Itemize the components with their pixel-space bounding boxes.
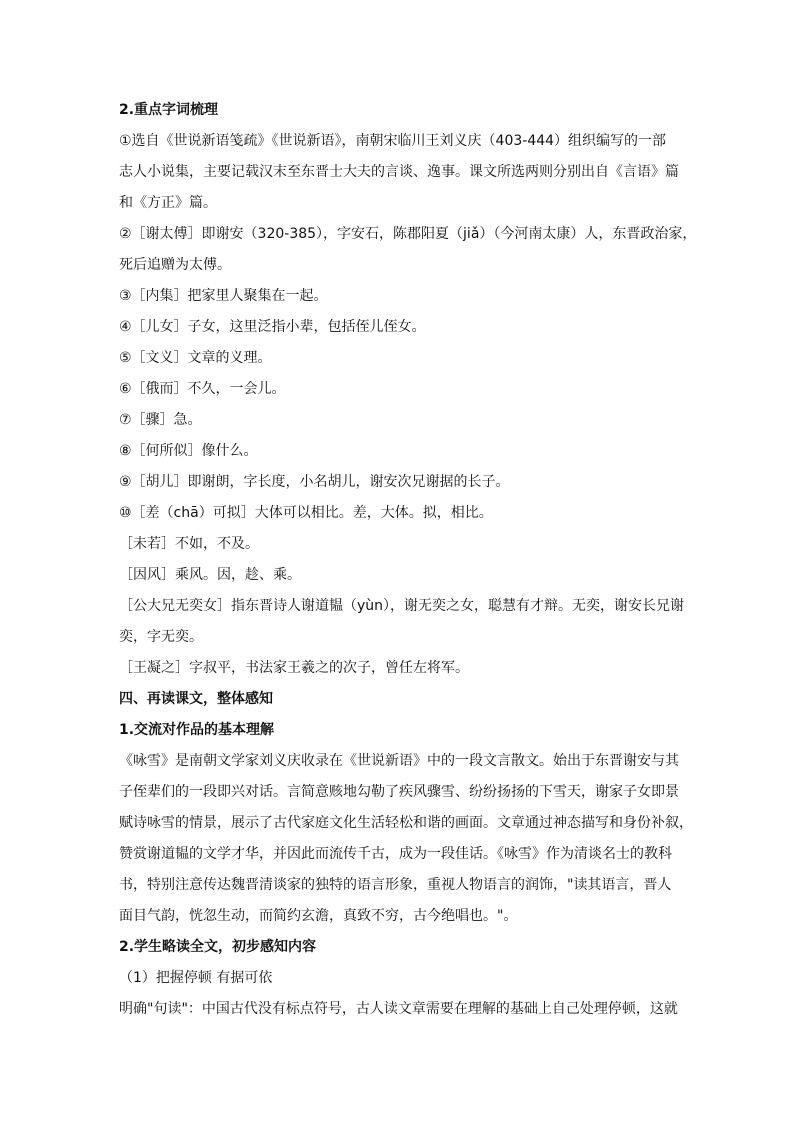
note-line: 死后追赠为太傅。 (119, 257, 231, 273)
note-line: ⑩［差（chā）可拟］大体可以相比。差，大体。拟，相比。 (119, 505, 493, 521)
note-line: ③［内集］把家里人聚集在一起。 (119, 288, 328, 304)
subsection-heading: 2.学生略读全文，初步感知内容 (119, 939, 317, 955)
note-line: ⑥［俄而］不久，一会儿。 (119, 381, 286, 397)
note-line: 和《方正》篇。 (119, 195, 217, 211)
note-line: ⑨［胡儿］即谢朗，字长度，小名胡儿，谢安次兄谢据的长子。 (119, 474, 510, 490)
note-line: ［因风］乘风。因，趁、乘。 (119, 567, 301, 583)
note-line: ［王凝之］字叔平，书法家王羲之的次子，曾任左将军。 (119, 660, 469, 676)
note-line: ⑧［何所似］像什么。 (119, 443, 258, 459)
body-text-line: 面目气韵，恍忽生动，而简约玄澹，真致不穷，古今绝唱也。"。 (119, 908, 518, 924)
body-text-line: 赋诗咏雪的情景，展示了古代家庭文化生活轻松和谐的画面。文章通过神态描写和身份补叙， (119, 815, 693, 831)
part-heading: 四、再读课文，整体感知 (119, 691, 273, 707)
note-line: ⑤［文义］文章的义理。 (119, 350, 272, 366)
note-line: 奕，字无奕。 (119, 629, 203, 645)
note-line: ②［谢太傅］即谢安（320-385），字安石，陈郡阳夏（jiǎ）（今河南太康）人，东晋政治家， (119, 226, 697, 242)
note-line: ［未若］不如，不及。 (119, 536, 259, 552)
note-line: ④［儿女］子女，这里泛指小辈，包括侄儿侄女。 (119, 319, 426, 335)
body-text-line: 子侄辈们的一段即兴对话。言简意赅地勾勒了疾风骤雪、纷纷扬扬的下雪天，谢家子女即景 (119, 784, 679, 800)
section-heading: 2.重点字词梳理 (119, 102, 219, 118)
body-text-line: 《咏雪》是南朝文学家刘义庆收录在《世说新语》中的一段文言散文。始出于东晋谢安与其 (119, 753, 679, 769)
note-line: ①选自《世说新语笺疏》《世说新语》，南朝宋临川王刘义庆（403-444）组织编写的一部 (119, 133, 667, 149)
note-line: 志人小说集，主要记载汉末至东晋士大夫的言谈、逸事。课文所选两则分别出自《言语》篇 (119, 164, 679, 180)
body-text-line: 明确"句读"：中国古代没有标点符号，古人读文章需要在理解的基础上自己处理停顿，这就 (119, 1001, 678, 1017)
document-page (119, 95, 697, 1025)
body-text-line: 书，特别注意传达魏晋清谈家的独特的语言形象，重视人物语言的润饰，"读其语言，晋人 (119, 877, 672, 893)
list-item: （1）把握停顿 有据可依 (119, 970, 273, 986)
body-text-line: 赞赏谢道韫的文学才华，并因此而流传千古，成为一段佳话。《咏雪》作为清谈名士的教科 (119, 846, 672, 862)
note-line: ［公大兄无奕女］指东晋诗人谢道韫（yùn），谢无奕之女，聪慧有才辩。无奕，谢安长兄谢 (119, 598, 685, 614)
subsection-heading: 1.交流对作品的基本理解 (119, 722, 275, 738)
note-line: ⑦［骤］急。 (119, 412, 202, 428)
